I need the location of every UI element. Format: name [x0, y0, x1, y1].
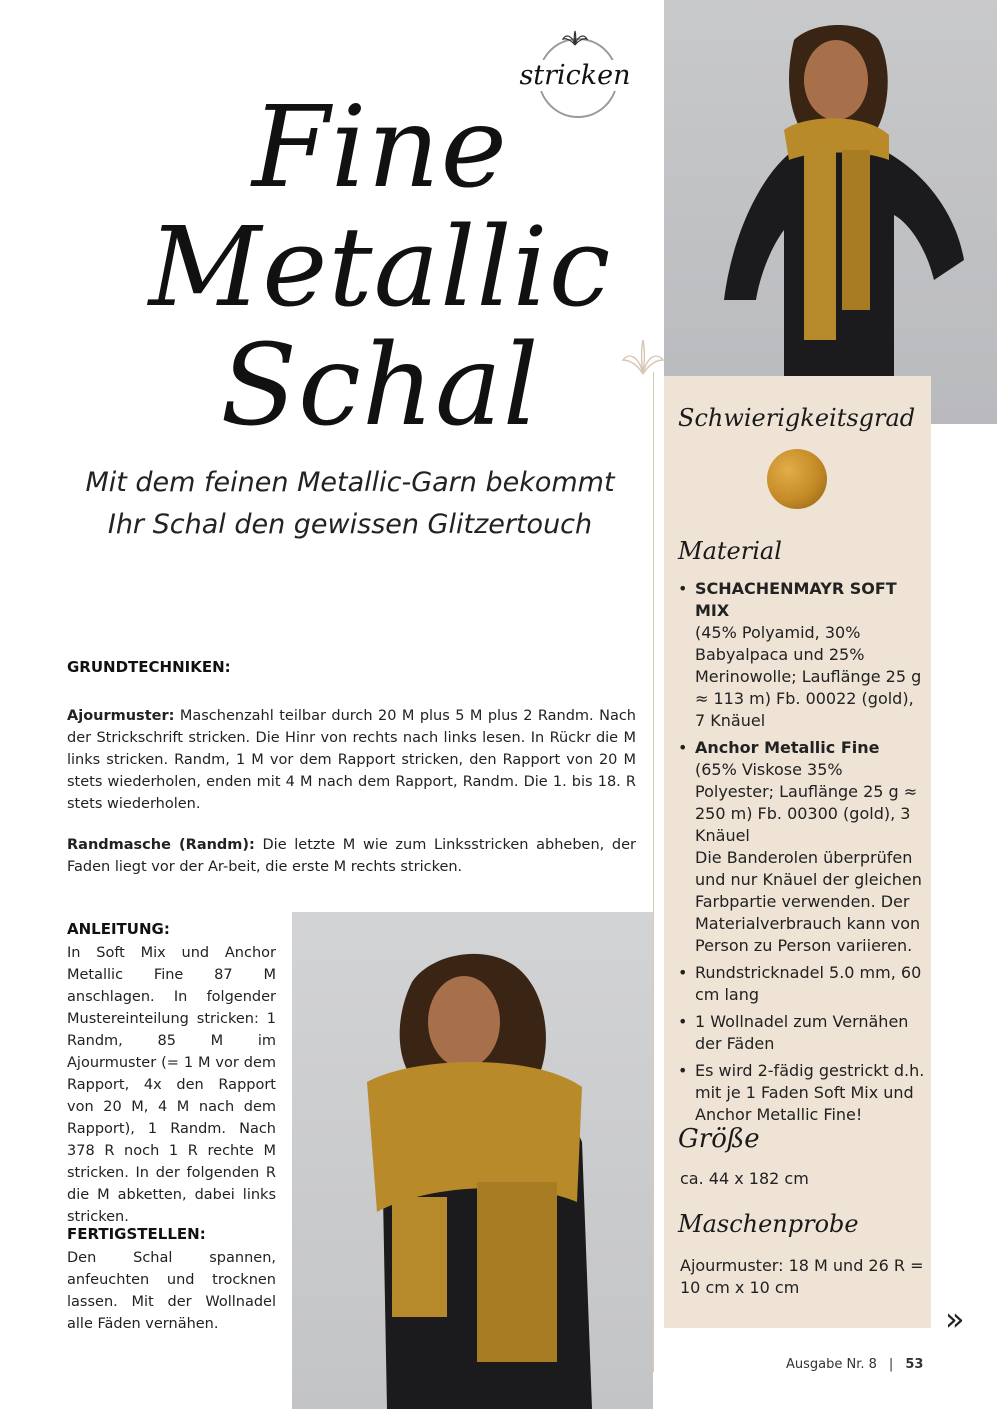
model-illustration-bottom [292, 912, 653, 1409]
leaf-decoration-icon [621, 338, 665, 376]
ajourmuster-paragraph [67, 705, 636, 815]
material-item [678, 1011, 926, 1055]
material-item-details: Rundstricknadel 5.0 mm, 60 cm lang [695, 963, 922, 1004]
leaf-icon [562, 30, 588, 46]
material-item [678, 578, 926, 732]
footer-separator: | [888, 1357, 894, 1372]
randmasche-label: Randmasche (Randm): [67, 837, 255, 853]
difficulty-heading: Schwierigkeitsgrad [678, 404, 916, 432]
subtitle-line-1: Mit dem feinen Metallic-Garn bekommt [85, 467, 615, 498]
subtitle-line-2: Ihr Schal den gewissen Glitzertouch [107, 509, 593, 540]
gauge-heading: Maschenprobe [678, 1210, 859, 1238]
ajourmuster-label: Ajourmuster: [67, 708, 175, 724]
subtitle [40, 462, 660, 546]
grundtechniken-heading: GRUNDTECHNIKEN: [67, 658, 231, 676]
size-value: ca. 44 x 182 cm [680, 1169, 809, 1188]
material-item-name: SCHACHENMAYR SOFT MIX [695, 579, 897, 620]
randmasche-paragraph [67, 834, 636, 878]
material-item [678, 737, 926, 957]
yarn-ball-icon [767, 449, 827, 509]
material-heading: Material [678, 537, 782, 565]
fertigstellen-text: Den Schal spannen, anfeuchten und trocknen lassen. Mit der Wollnadel alle Fäden vernähen. [67, 1250, 276, 1332]
column-divider [653, 372, 654, 1372]
page-number: 53 [905, 1357, 924, 1372]
material-item-note: Die Banderolen überprüfen und nur Knäuel der gleichen Farbpartie verwenden. Der Materialverbrauch kann von Person zu Person variieren. [695, 848, 922, 955]
material-item-name: Anchor Metallic Fine [695, 738, 880, 757]
title-line-2: Metallic [148, 203, 612, 331]
title-line-3: Schal [220, 321, 540, 451]
fertigstellen-heading: FERTIGSTELLEN: [67, 1225, 206, 1243]
material-item-details: 1 Wollnadel zum Vernähen der Fäden [695, 1012, 909, 1053]
page-footer [786, 1357, 923, 1372]
anleitung-text: In Soft Mix und Anchor Metallic Fine 87 M anschlagen. In folgender Mustereinteilung stricken: 1 Randm, 85 M im Ajourmuster (= 1 M vor dem Rapport, 4x den Rapport von 20 M, 4 M nach dem Rapport), 1 Randm. Nach 378 R noch 1 R rechte M stricken. In der folgenden R die M abketten, dabei links stricken. [67, 945, 276, 1225]
model-illustration-top [664, 0, 997, 424]
next-page-icon[interactable]: » [945, 1300, 965, 1338]
size-heading: Größe [678, 1124, 760, 1154]
issue-label: Ausgabe Nr. 8 [786, 1357, 877, 1372]
material-item-details: (65% Viskose 35% Polyester; Lauflänge 25 g ≈ 250 m) Fb. 00300 (gold), 3 Knäuel [695, 760, 918, 845]
material-item [678, 962, 926, 1006]
model-photo-top [664, 0, 997, 424]
material-list [678, 578, 926, 1131]
ajourmuster-text: Maschenzahl teilbar durch 20 M plus 5 M plus 2 Randm. Nach der Strickschrift stricken. Die Hinr von rechts nach links lesen. In Rückr die M links stricken. Randm, 1 M vor dem Rapport stricken, den Rapport von 20 M stets wiederholen, enden mit 4 M nach dem Rapport, Randm. Die 1. bis 18. R stets wiederholen. [67, 708, 636, 812]
material-item-details: (45% Polyamid, 30% Babyalpaca und 25% Merinowolle; Lauflänge 25 g ≈ 113 m) Fb. 00022 (gold), 7 Knäuel [695, 623, 922, 730]
material-item [678, 1060, 926, 1126]
gauge-value: Ajourmuster: 18 M und 26 R = 10 cm x 10 cm [680, 1256, 924, 1297]
badge-label: stricken [519, 60, 631, 91]
title-line-1: Fine [252, 83, 508, 213]
randmasche-text: Die letzte M wie zum Linksstricken abheben, der Faden liegt vor der Ar-beit, die erste M rechts stricken. [67, 837, 636, 875]
anleitung-heading: ANLEITUNG: [67, 920, 170, 938]
material-item-details: Es wird 2-fädig gestrickt d.h. mit je 1 Faden Soft Mix und Anchor Metallic Fine! [695, 1061, 925, 1124]
model-photo-bottom [292, 912, 653, 1409]
